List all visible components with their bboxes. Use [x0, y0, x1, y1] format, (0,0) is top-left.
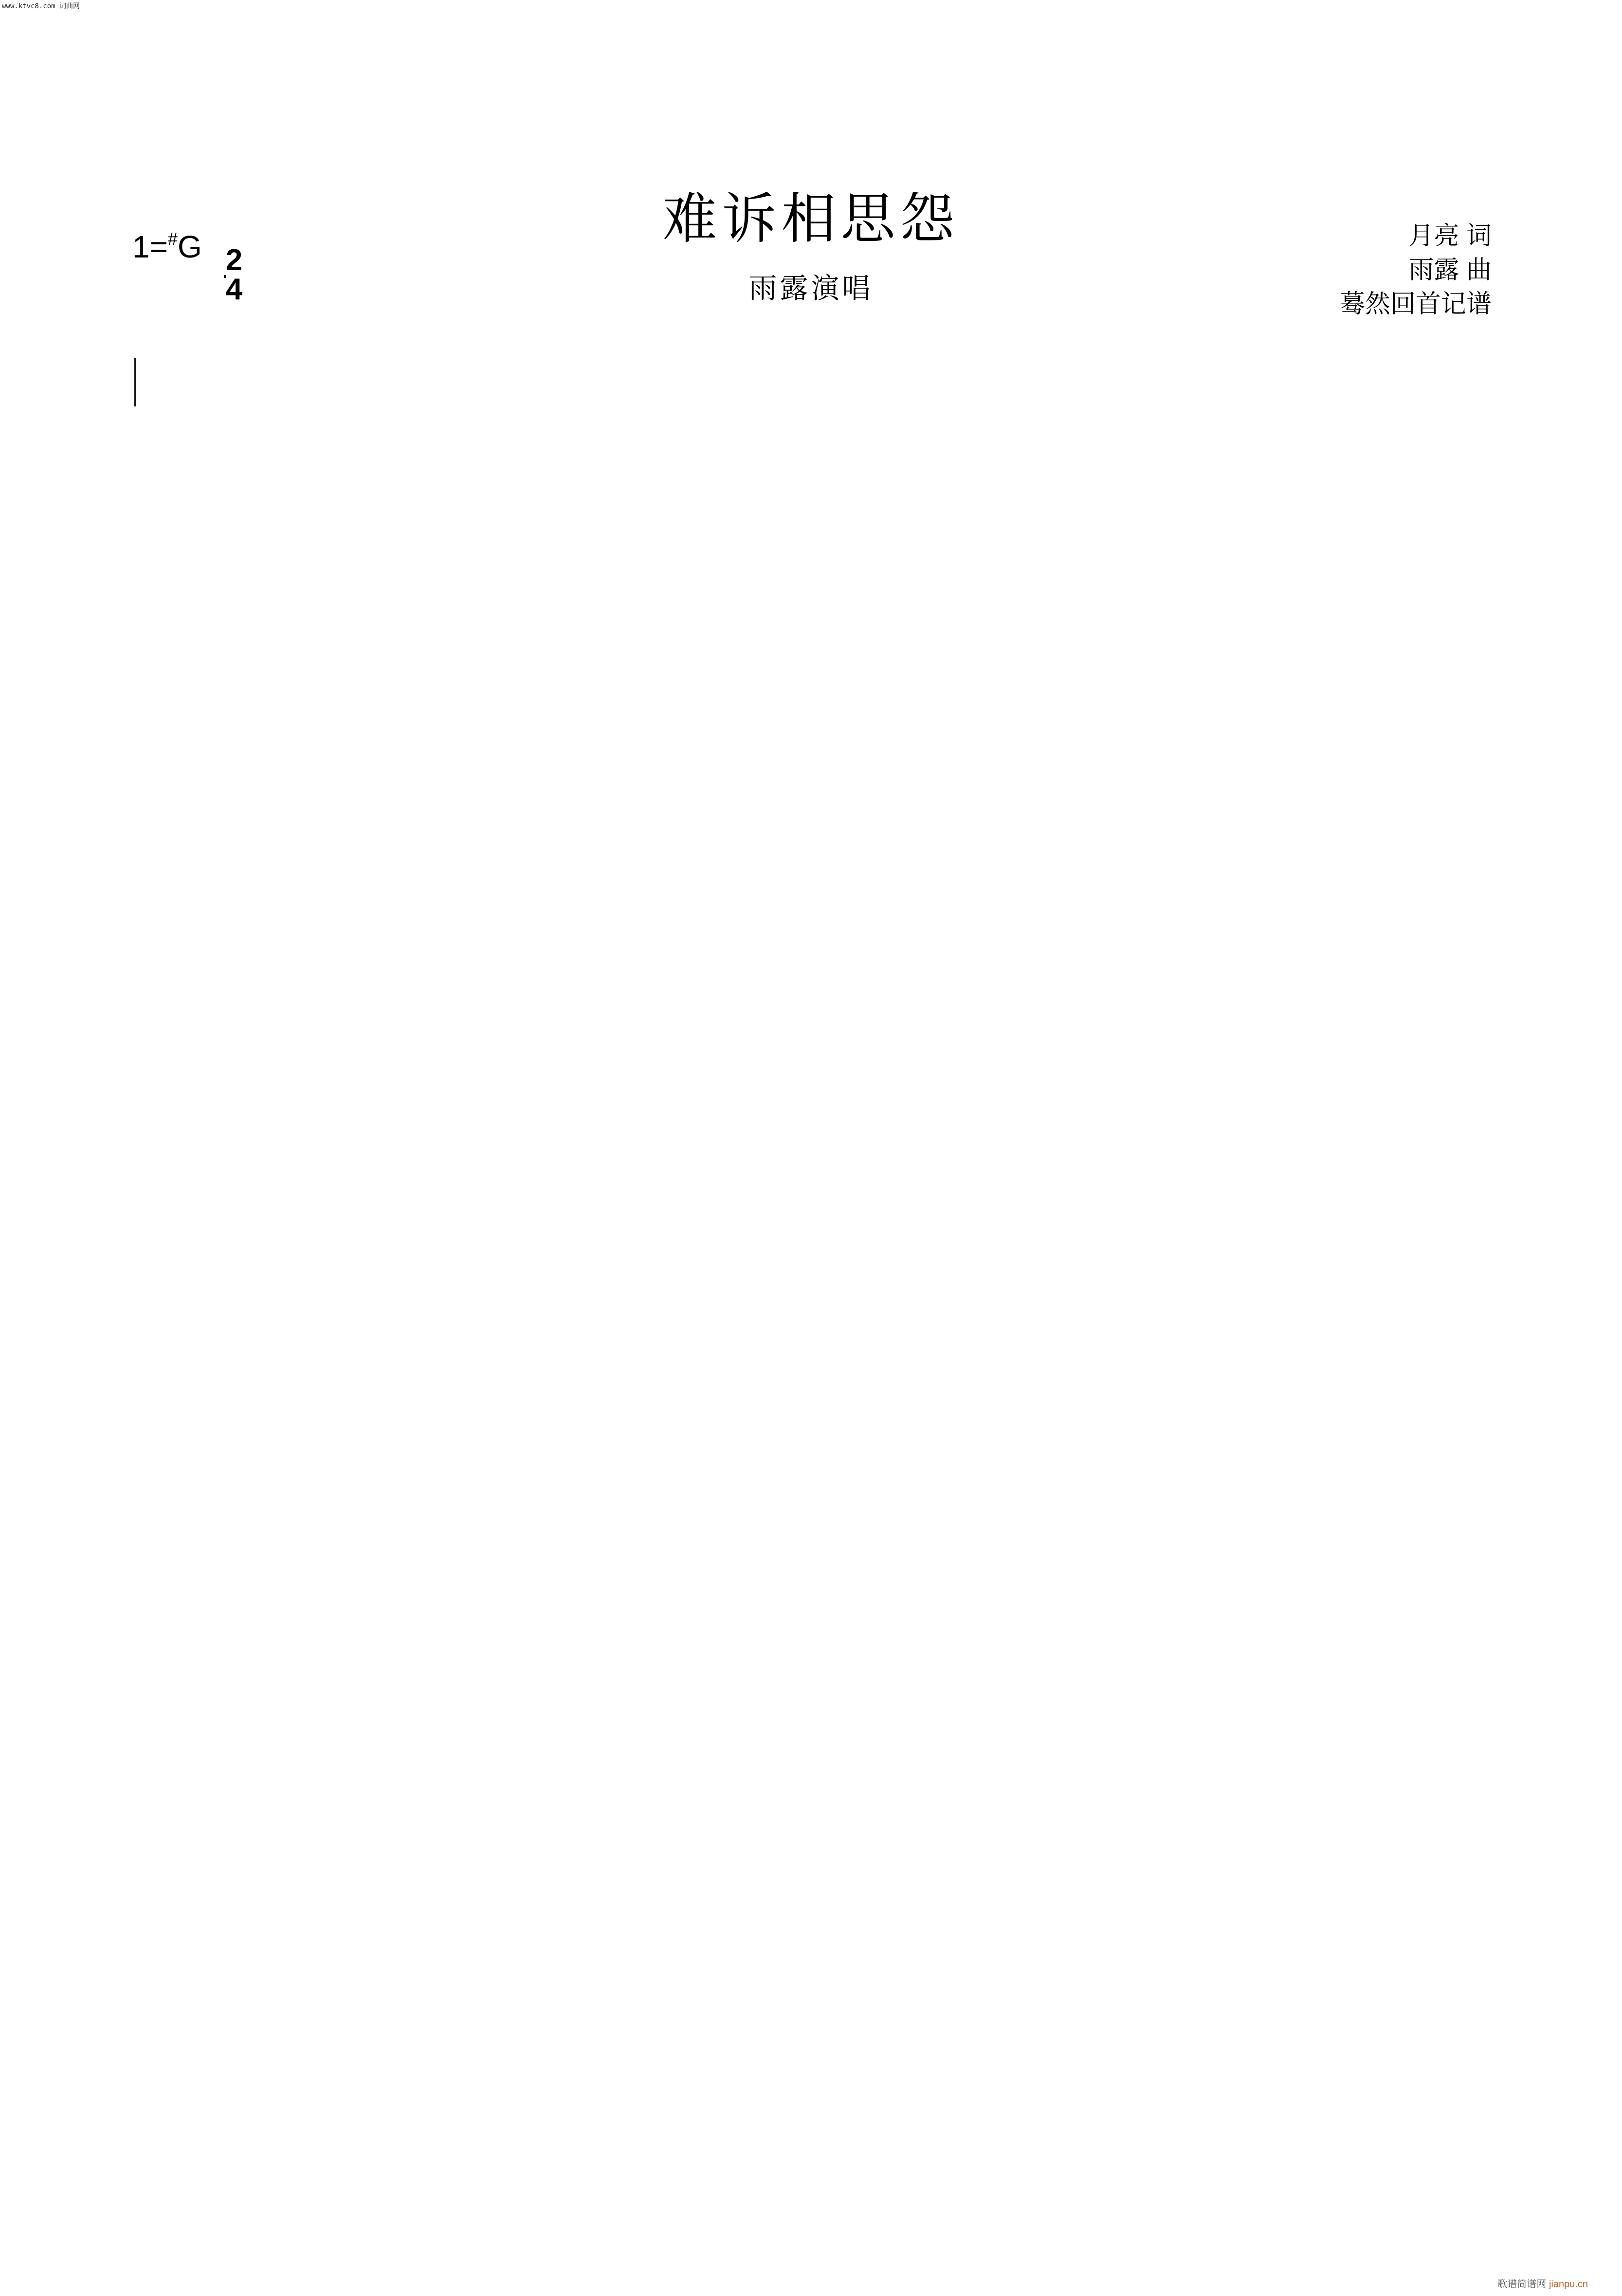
- opening-barline: [134, 358, 136, 406]
- song-title: 难诉相思怨: [662, 187, 960, 251]
- key-note: G: [178, 229, 202, 264]
- lyricist-credit: 月亮 词: [1408, 222, 1492, 250]
- credits: [1340, 219, 1492, 321]
- time-signature-top: 2: [225, 243, 243, 277]
- time-signature: [224, 243, 244, 306]
- sharp-icon: #: [167, 229, 178, 249]
- key-prefix: 1=: [132, 229, 168, 264]
- watermark-cn: 歌谱简谱网: [1497, 2279, 1547, 2290]
- time-signature-bottom: 4: [225, 273, 243, 306]
- site-watermark-top: www.ktvc8.com 词曲网: [2, 2, 80, 10]
- key-signature: [132, 229, 202, 265]
- site-watermark-bottom: [1497, 2276, 1588, 2290]
- singer-label: 雨露演唱: [748, 273, 874, 304]
- transcriber-credit: 蓦然回首记谱: [1339, 290, 1492, 318]
- time-signature-bar: [224, 275, 226, 278]
- watermark-site: jianpu.cn: [1549, 2279, 1588, 2290]
- composer-credit: 雨露 曲: [1408, 256, 1492, 284]
